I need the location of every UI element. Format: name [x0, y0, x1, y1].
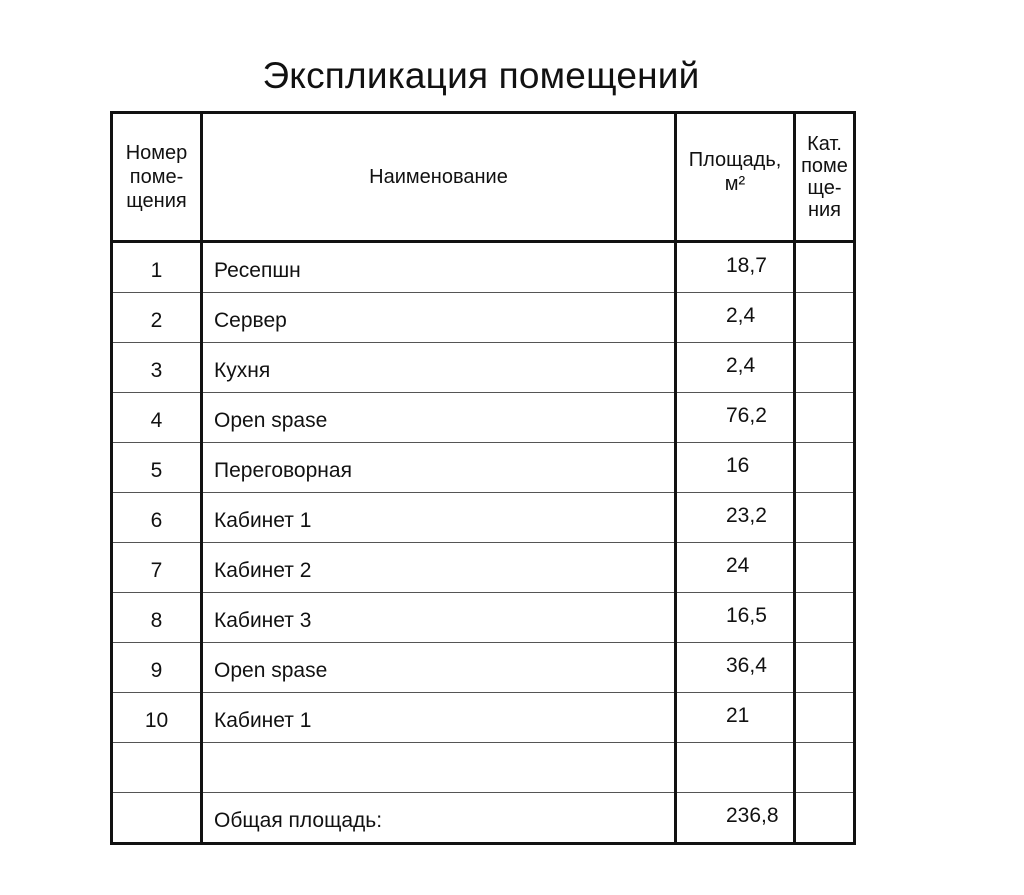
- table-row: [112, 493, 855, 543]
- cell-room-number: 10: [112, 693, 202, 743]
- total-label: Общая площадь:: [202, 793, 676, 844]
- cell-room-number: 2: [112, 293, 202, 343]
- cell-room-name: Кабинет 1: [202, 493, 676, 543]
- table-row: [112, 643, 855, 693]
- cell-area: 16,5: [676, 593, 795, 643]
- cell-room-name: Open spase: [202, 643, 676, 693]
- cell-room-name: Open spase: [202, 393, 676, 443]
- table-row: [112, 443, 855, 493]
- cell-room-number: [112, 743, 202, 793]
- table-header-row: [112, 113, 855, 242]
- cell-category: [795, 643, 855, 693]
- cell-category: [795, 693, 855, 743]
- cell-category: [795, 543, 855, 593]
- cell-category: [795, 393, 855, 443]
- cell-category: [795, 343, 855, 393]
- table-row: [112, 593, 855, 643]
- cell-category: [795, 293, 855, 343]
- cell-room-name: Кабинет 3: [202, 593, 676, 643]
- table-row: [112, 293, 855, 343]
- header-room-name: Наименование: [202, 113, 676, 242]
- table-row: [112, 693, 855, 743]
- cell-room-name: Переговорная: [202, 443, 676, 493]
- table-row: [112, 393, 855, 443]
- cell-room-number: 3: [112, 343, 202, 393]
- cell-total-category: [795, 793, 855, 844]
- rooms-table: [110, 111, 856, 845]
- header-room-number: Номер поме- щения: [112, 113, 202, 242]
- cell-room-number: 7: [112, 543, 202, 593]
- cell-room-number: 5: [112, 443, 202, 493]
- cell-area: [676, 743, 795, 793]
- table-row: [112, 343, 855, 393]
- cell-category: [795, 443, 855, 493]
- cell-area: 21: [676, 693, 795, 743]
- cell-area: 76,2: [676, 393, 795, 443]
- cell-room-number: 1: [112, 242, 202, 293]
- table-total-row: [112, 793, 855, 844]
- table-row: [112, 242, 855, 293]
- cell-room-name: Сервер: [202, 293, 676, 343]
- total-area: 236,8: [676, 793, 795, 844]
- cell-room-number: 6: [112, 493, 202, 543]
- table-row-empty: [112, 743, 855, 793]
- cell-room-name: Кабинет 2: [202, 543, 676, 593]
- cell-area: 36,4: [676, 643, 795, 693]
- cell-area: 16: [676, 443, 795, 493]
- header-area: Площадь, м²: [676, 113, 795, 242]
- cell-room-number: 8: [112, 593, 202, 643]
- cell-room-name: Кухня: [202, 343, 676, 393]
- cell-category: [795, 743, 855, 793]
- cell-total-empty: [112, 793, 202, 844]
- cell-category: [795, 242, 855, 293]
- cell-category: [795, 493, 855, 543]
- header-category: Кат. поме ще- ния: [795, 113, 855, 242]
- cell-area: 18,7: [676, 242, 795, 293]
- cell-room-number: 4: [112, 393, 202, 443]
- cell-area: 23,2: [676, 493, 795, 543]
- cell-area: 2,4: [676, 343, 795, 393]
- cell-category: [795, 593, 855, 643]
- cell-area: 2,4: [676, 293, 795, 343]
- cell-room-name: Ресепшн: [202, 242, 676, 293]
- cell-room-name: Кабинет 1: [202, 693, 676, 743]
- cell-room-name: [202, 743, 676, 793]
- document-title: Экспликация помещений: [262, 55, 700, 96]
- cell-room-number: 9: [112, 643, 202, 693]
- cell-area: 24: [676, 543, 795, 593]
- table-row: [112, 543, 855, 593]
